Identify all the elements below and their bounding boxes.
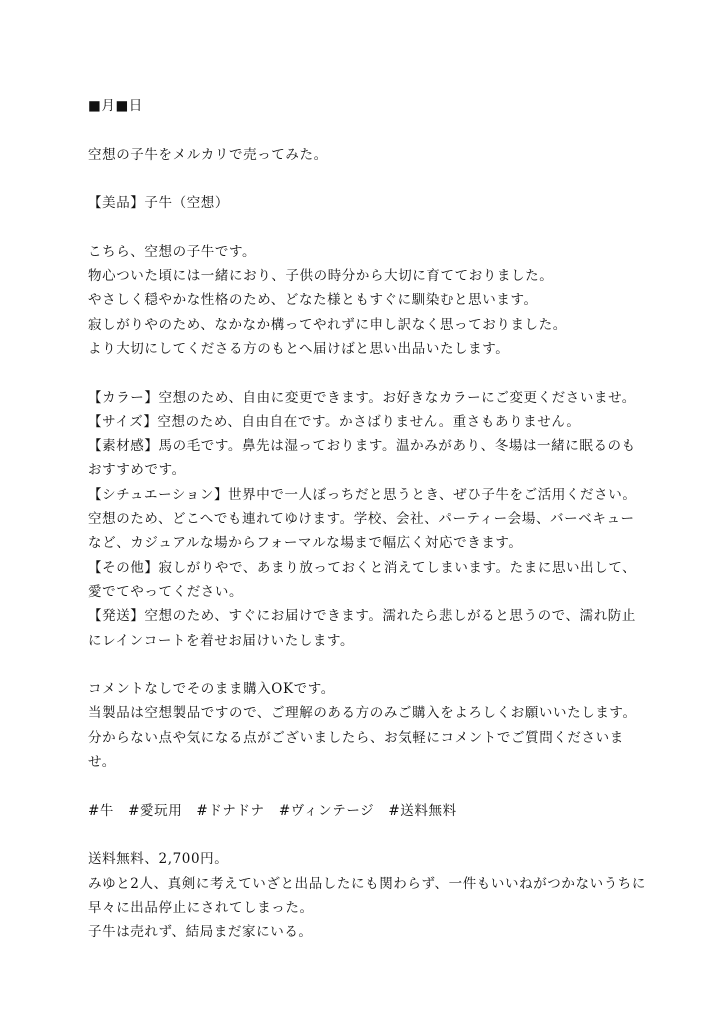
detail-line: おすすめです。 xyxy=(88,462,186,479)
spacer xyxy=(88,118,661,142)
outcome-line: 子牛は売れず、結局まだ家にいる。 xyxy=(88,924,313,941)
hashtags: #牛 #愛玩用 #ドナドナ #ヴィンテージ #送料無料 xyxy=(88,802,457,819)
notes-block xyxy=(88,677,661,774)
detail-line: 【素材感】馬の毛です。鼻先は湿っております。温かみがあり、冬場は一緒に眠るのも xyxy=(88,438,636,455)
detail-line: など、カジュアルな場からフォーマルな場まで幅広く対応できます。 xyxy=(88,535,523,552)
detail-line: 【シチュエーション】世界中で一人ぼっちだと思うとき、ぜひ子牛をご活用ください。 xyxy=(88,486,637,503)
description-block xyxy=(88,240,661,361)
description-line: やさしく穏やかな性格のため、どなた様ともすぐに馴染むと思います。 xyxy=(88,292,538,309)
detail-line: 【サイズ】空想のため、自由自在です。かさばりません。重さもありません。 xyxy=(88,413,581,430)
detail-line: 【その他】寂しがりやで、あまり放っておくと消えてしまいます。たまに思い出して、 xyxy=(88,559,637,576)
detail-line: にレインコートを着せお届けいたします。 xyxy=(88,632,355,649)
outcome-line: みゆと2人、真剣に考えていざと出品したにも関わらず、一件もいいねがつかないうちに xyxy=(88,875,647,892)
headline: 空想の子牛をメルカリで売ってみた。 xyxy=(88,146,328,163)
note-line: せ。 xyxy=(88,754,116,771)
spacer xyxy=(88,167,661,191)
description-line: 物心ついた頃には一緒におり、子供の時分から大切に育てておりました。 xyxy=(88,268,554,285)
outcome-line: 送料無料、2,700円。 xyxy=(88,851,229,868)
detail-line: 【カラー】空想のため、自由に変更できます。お好きなカラーにご変更くださいませ。 xyxy=(88,389,636,406)
date-line: ■月■日 xyxy=(88,98,143,114)
listing-title: 【美品】子牛（空想） xyxy=(88,195,229,212)
spacer xyxy=(88,823,661,847)
spacer xyxy=(88,361,661,385)
outcome-block xyxy=(88,847,661,944)
details-block xyxy=(88,386,661,653)
detail-line: 愛でてやってください。 xyxy=(88,583,244,600)
note-line: コメントなしでそのまま購入OKです。 xyxy=(88,681,335,698)
description-line: より大切にしてくださる方のもとへ届けばと思い出品いたします。 xyxy=(88,340,510,357)
outcome-line: 早々に出品停止にされてしまった。 xyxy=(88,899,314,916)
spacer xyxy=(88,774,661,798)
description-line: 寂しがりやのため、なかなか構ってやれずに申し訳なく思っておりました。 xyxy=(88,316,567,333)
detail-line: 【発送】空想のため、すぐにお届けできます。濡れたら悲しがると思うので、濡れ防止 xyxy=(88,608,637,625)
description-line: こちら、空想の子牛です。 xyxy=(88,243,257,260)
note-line: 当製品は空想製品ですので、ご理解のある方のみご購入をよろしくお願いいたします。 xyxy=(88,705,637,722)
spacer xyxy=(88,215,661,239)
note-line: 分からない点や気になる点がございましたら、お気軽にコメントでご質問くださいま xyxy=(88,729,624,746)
spacer xyxy=(88,653,661,677)
detail-line: 空想のため、どこへでも連れてゆけます。学校、会社、パーティー会場、バーベキュー xyxy=(88,511,635,528)
